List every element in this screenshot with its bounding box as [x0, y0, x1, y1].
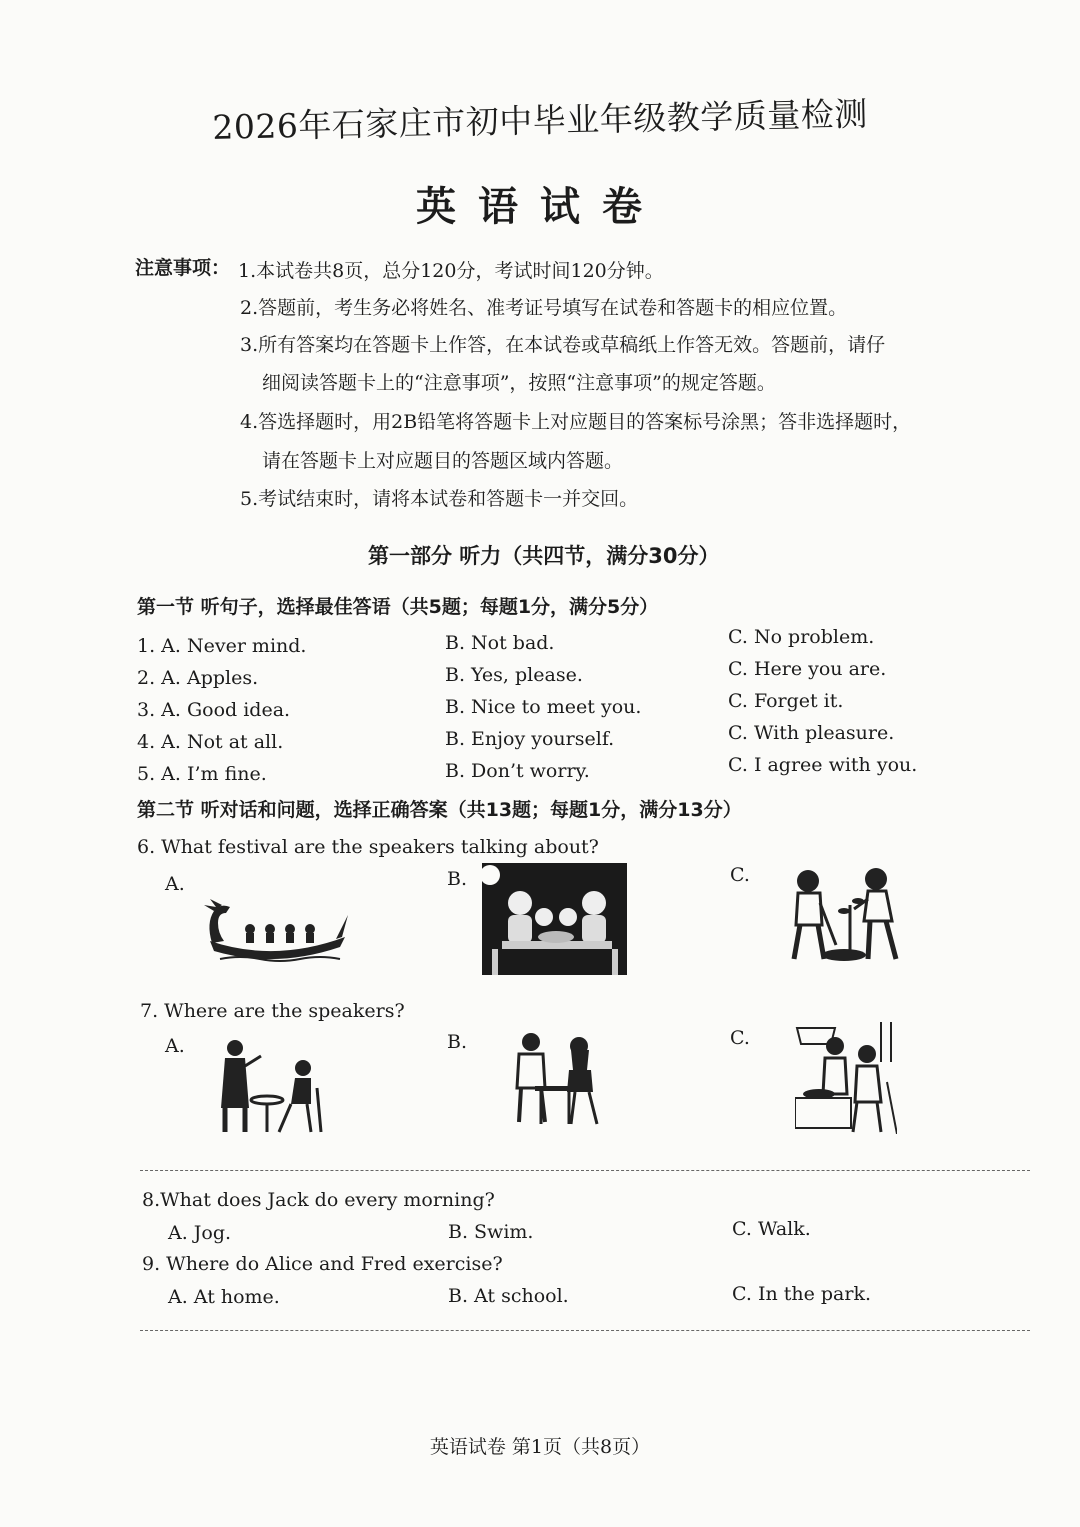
- notice-item-2: 2.答题前，考生务必将姓名、准考证号填写在试卷和答题卡的相应位置。: [240, 297, 848, 319]
- q4-option-b: B. Enjoy yourself.: [445, 728, 615, 750]
- q8-option-a: A. Jog.: [168, 1222, 232, 1244]
- q7-label-a: A.: [165, 1035, 185, 1057]
- q2-option-c: C. Here you are.: [728, 658, 887, 680]
- q1-option-a: 1. A. Never mind.: [137, 635, 307, 657]
- dragon-boat-image: [200, 893, 350, 965]
- q8-question: 8.What does Jack do every morning?: [142, 1189, 495, 1211]
- q7-label-c: C.: [730, 1027, 750, 1049]
- q5-option-c: C. I agree with you.: [728, 754, 918, 776]
- q1-option-b: B. Not bad.: [445, 632, 555, 654]
- q9-option-c: C. In the park.: [732, 1283, 872, 1305]
- q3-option-b: B. Nice to meet you.: [445, 696, 642, 718]
- notice-item-5: 5.考试结束时，请将本试卷和答题卡一并交回。: [240, 488, 639, 510]
- q9-option-a: A. At home.: [168, 1286, 280, 1308]
- exam-title: 2026年石家庄市初中毕业年级教学质量检测: [211, 94, 869, 147]
- q7-question: 7. Where are the speakers?: [140, 1000, 405, 1022]
- q3-option-a: 3. A. Good idea.: [137, 699, 291, 721]
- q6-label-a: A.: [165, 873, 185, 895]
- q9-question: 9. Where do Alice and Fred exercise?: [142, 1253, 503, 1275]
- q2-option-b: B. Yes, please.: [445, 664, 583, 686]
- notice-label: 注意事项：: [135, 257, 231, 279]
- q3-option-c: C. Forget it.: [728, 690, 844, 712]
- kitchen-cooking-image: [795, 1022, 897, 1134]
- paper-title: 英语试卷: [416, 183, 664, 230]
- notice-item-4: 4.答选择题时，用2B铅笔将答题卡上对应题目的答案标号涂黑；答非选择题时，: [240, 411, 912, 433]
- notice-item-3: 3.所有答案均在答题卡上作答，在本试卷或草稿纸上作答无效。答题前，请仔: [240, 334, 886, 356]
- restaurant-waiter-image: [215, 1038, 325, 1133]
- notice-item-1: 1.本试卷共8页，总分120分，考试时间120分钟。: [238, 260, 664, 282]
- q6-question: 6. What festival are the speakers talking about?: [137, 836, 599, 858]
- section1-title: 第一节 听句子，选择最佳答语（共5题；每题1分，满分5分）: [137, 596, 659, 618]
- section2-title: 第二节 听对话和问题，选择正确答案（共13题；每题1分，满分13分）: [137, 799, 742, 821]
- q7-label-b: B.: [447, 1031, 468, 1053]
- q8-option-c: C. Walk.: [732, 1218, 811, 1240]
- q1-option-c: C. No problem.: [728, 626, 875, 648]
- q2-option-a: 2. A. Apples.: [137, 667, 259, 689]
- q6-label-b: B.: [447, 868, 468, 890]
- notice-item-3-cont: 细阅读答题卡上的“注意事项”，按照“注意事项”的规定答题。: [262, 372, 776, 394]
- cut-line-top: [140, 1170, 1030, 1171]
- q4-option-c: C. With pleasure.: [728, 722, 895, 744]
- doctor-office-image: [505, 1030, 605, 1126]
- q4-option-a: 4. A. Not at all.: [137, 731, 284, 753]
- family-reunion-image: [482, 863, 627, 975]
- part1-title: 第一部分 听力（共四节，满分30分）: [368, 544, 720, 568]
- q8-option-b: B. Swim.: [448, 1221, 534, 1243]
- q5-option-a: 5. A. I’m fine.: [137, 763, 267, 785]
- q6-label-c: C.: [730, 864, 750, 886]
- q9-option-b: B. At school.: [448, 1285, 569, 1307]
- notice-item-4-cont: 请在答题卡上对应题目的答题区域内答题。: [262, 450, 624, 472]
- tree-planting-image: [772, 865, 914, 965]
- q5-option-b: B. Don’t worry.: [445, 760, 590, 782]
- page-footer: 英语试卷 第1页（共8页）: [429, 1436, 651, 1458]
- cut-line-bottom: [140, 1330, 1030, 1331]
